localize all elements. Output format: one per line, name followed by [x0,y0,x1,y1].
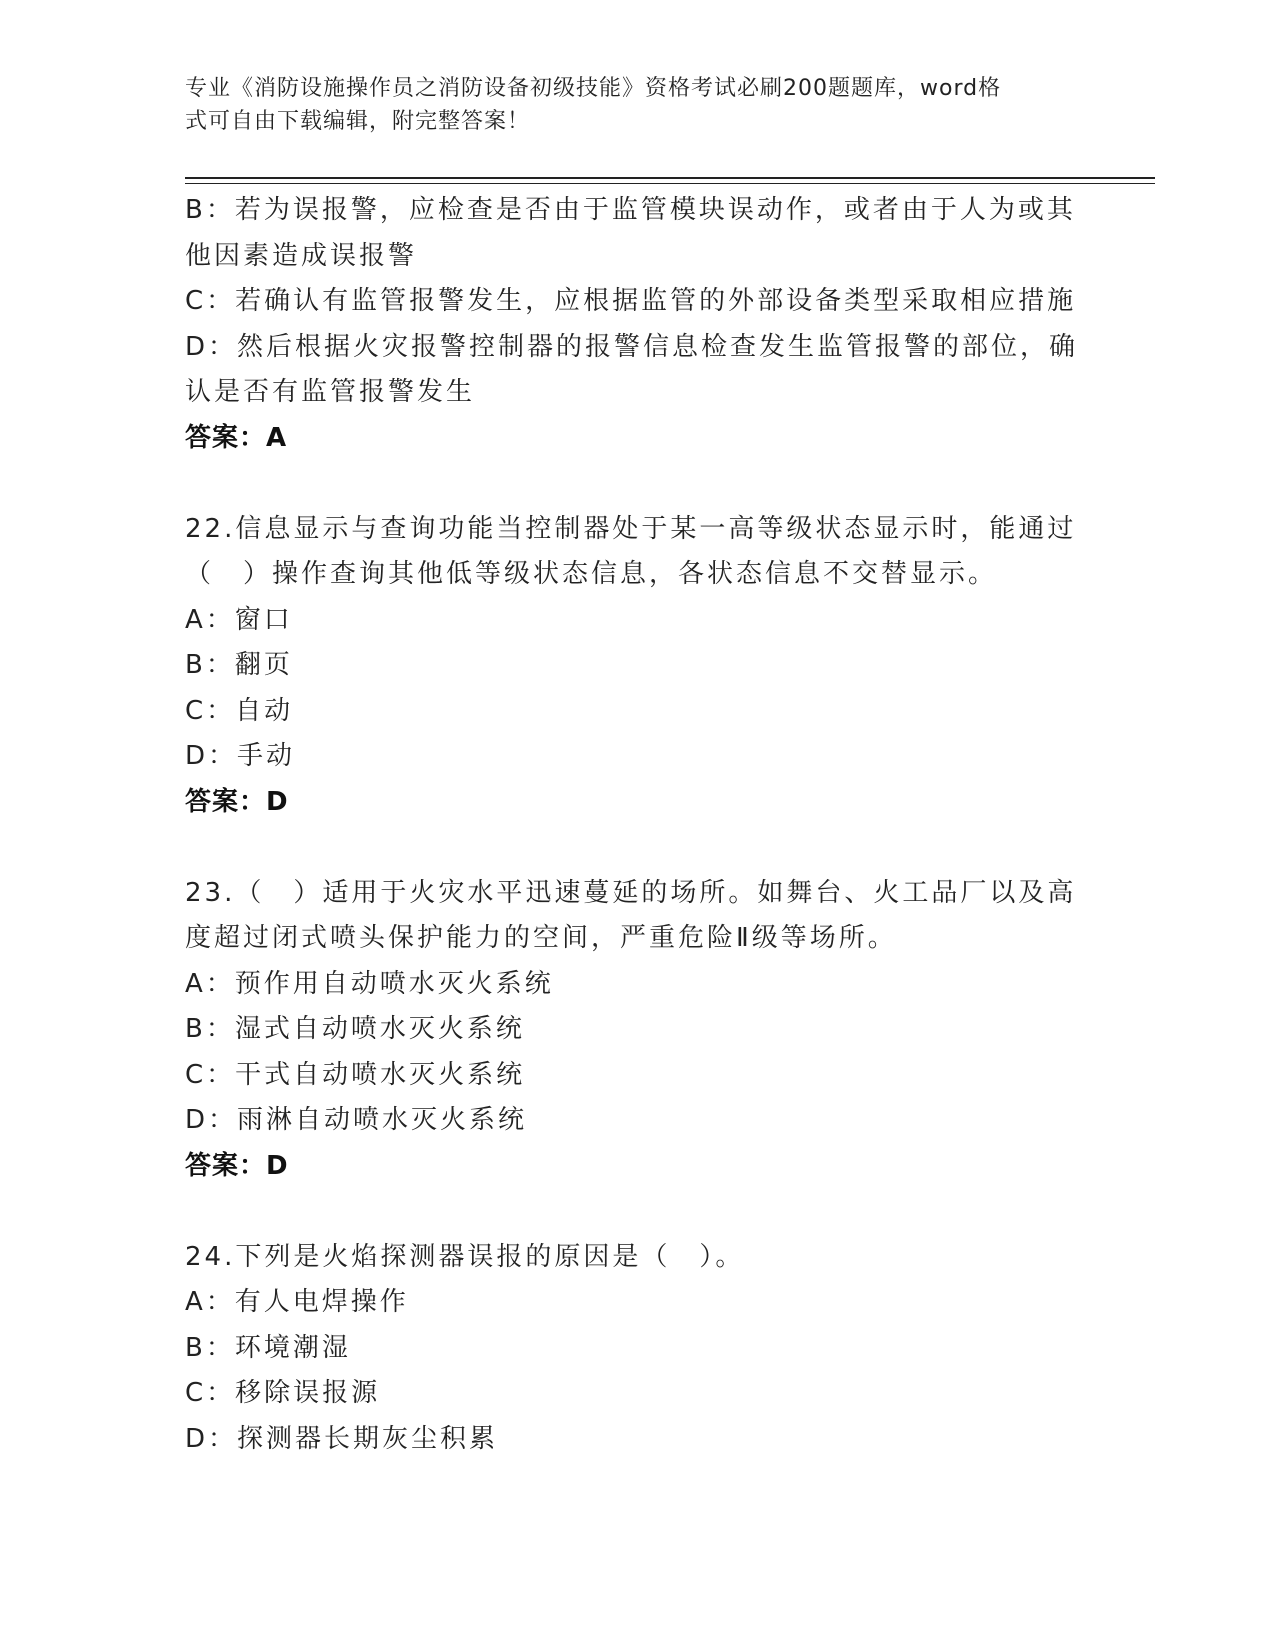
question-list [185,188,1085,1462]
header-rule-thick [185,177,1155,179]
option-b: B：湿式自动喷水灭火系统 [185,1014,525,1044]
spacer [185,461,1085,507]
question-23 [185,871,1085,1190]
header-rule-thin [185,183,1155,184]
option-d: D：手动 [185,741,296,771]
option-c: C：移除误报源 [185,1378,381,1408]
question-24 [185,1235,1085,1463]
option-c: C：干式自动喷水灭火系统 [185,1059,526,1090]
option-b-continued: 他因素造成误报警 [185,240,418,271]
question-stem: 22.信息显示与查询功能当控制器处于某一高等级状态显示时，能通过 [185,513,1077,544]
option-a: A：有人电焊操作 [185,1287,409,1317]
question-22 [185,507,1085,826]
question-stem: 24.下列是火焰探测器误报的原因是（ ）。 [185,1241,745,1272]
spacer [185,825,1085,871]
answer: 答案：A [185,422,288,453]
option-d: D：探测器长期灰尘积累 [185,1423,499,1454]
option-b: B：环境潮湿 [185,1332,351,1363]
question-stem-continued: （ ）操作查询其他低等级状态信息，各状态信息不交替显示。 [185,559,998,589]
header-line-2: 式可自由下载编辑，附完整答案！ [185,109,531,134]
question-21 [185,188,1085,461]
spacer [185,1189,1085,1235]
option-d: D：雨淋自动喷水灭火系统 [185,1105,528,1135]
question-stem: 23.（ ）适用于火灾水平迅速蔓延的场所。如舞台、火工品厂以及高 [185,877,1077,908]
option-b: B：若为误报警，应检查是否由于监管模块误动作，或者由于人为或其 [185,195,1076,225]
option-d-continued: 认是否有监管报警发生 [185,377,476,407]
document-header [185,72,1065,138]
option-a: A：预作用自动喷水灭火系统 [185,968,554,999]
option-b: B：翻页 [185,650,293,680]
answer: 答案：D [185,786,289,817]
question-stem-continued: 度超过闭式喷头保护能力的空间，严重危险Ⅱ级等场所。 [185,923,897,953]
option-a: A：窗口 [185,604,293,635]
header-line-1: 专业《消防设施操作员之消防设备初级技能》资格考试必刷200题题库，word格 [185,76,1002,101]
answer: 答案：D [185,1150,289,1181]
option-d: D：然后根据火灾报警控制器的报警信息检查发生监管报警的部位，确 [185,331,1079,362]
option-c: C：若确认有监管报警发生，应根据监管的外部设备类型采取相应措施 [185,286,1077,316]
option-c: C：自动 [185,695,294,726]
